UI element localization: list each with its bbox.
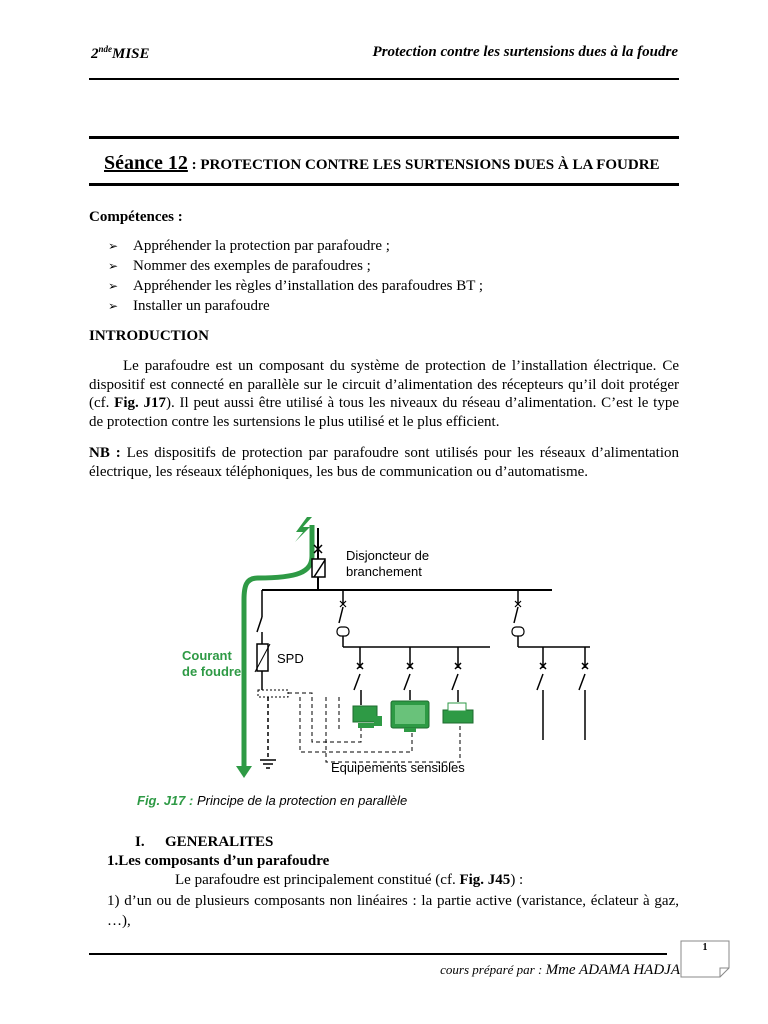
header-class-label: 2ndeMISE xyxy=(91,44,150,62)
seance-title: : PROTECTION CONTRE LES SURTENSIONS DUES À LA FOUDRE xyxy=(187,157,660,173)
label-courant-line2: de foudre xyxy=(182,664,242,679)
arrow-bullet-icon: ➢ xyxy=(108,299,119,313)
label-disjoncteur-line1: Disjoncteur de xyxy=(346,548,430,563)
section-heading: I. GENERALITES xyxy=(135,834,274,850)
intro-heading: INTRODUCTION xyxy=(89,328,210,344)
label-equipements: Equipements sensibles xyxy=(331,760,465,775)
arrow-bullet-icon: ➢ xyxy=(108,279,119,293)
label-spd: SPD xyxy=(277,651,304,666)
composition-paragraph: Le parafoudre est principalement constitué (cf. Fig. J45) : xyxy=(175,872,524,888)
computer-icon xyxy=(353,706,382,728)
list-item: 1) d’un ou de plusieurs composants non linéaires : la partie active (varistance, éclateur à gaz, …), xyxy=(107,893,679,929)
label-courant-line1: Courant xyxy=(182,648,232,663)
lightning-current-path xyxy=(244,525,312,770)
list-item: ➢ Appréhender la protection par parafoudre ; xyxy=(108,238,390,254)
arrow-bullet-icon: ➢ xyxy=(108,259,119,273)
footer-author: cours préparé par : Mme ADAMA HADJA xyxy=(440,962,680,978)
footer-rule xyxy=(89,953,667,955)
earth-terminal xyxy=(258,690,288,697)
page-number: 1 xyxy=(702,942,708,953)
nb-paragraph: NB : Les dispositifs de protection par parafoudre sont utilisés pour les réseaux d’alimentation électrique, les réseaux téléphoniques, les bus de communication ou d’automatisme. xyxy=(89,445,679,480)
printer-icon xyxy=(443,703,473,723)
figure-caption: Fig. J17 : Principe de la protection en parallèle xyxy=(137,793,408,808)
ground-arrow-icon xyxy=(236,766,252,778)
subsection-heading: 1.Les composants d’un parafoudre xyxy=(107,853,330,869)
list-item: ➢ Nommer des exemples de parafoudres ; xyxy=(108,258,371,274)
monitor-icon xyxy=(391,701,429,732)
label-disjoncteur-line2: branchement xyxy=(346,564,422,579)
header-course-title: Protection contre les surtensions dues à la foudre xyxy=(372,44,678,60)
seance-number: Séance 12 xyxy=(104,152,188,174)
list-item: ➢ Installer un parafoudre xyxy=(108,298,270,314)
competences-heading: Compétences : xyxy=(89,209,183,225)
arrow-bullet-icon: ➢ xyxy=(108,239,119,253)
lightning-bolt-icon xyxy=(295,517,312,542)
list-item: ➢ Appréhender les règles d’installation des parafoudres BT ; xyxy=(108,278,484,294)
intro-paragraph: Le parafoudre est un composant du système de protection de l’installation électrique. Ce dispositif est connecté en parallèle sur le circuit d’alimentation des récepteurs qu’il doit protéger (cf. Fig. J17). Il peut aussi être utilisé à tous les niveaux du réseau d’alimentation. C’est le type de protection contre les surtensions le plus utilisé et le plus efficient. xyxy=(89,358,679,430)
